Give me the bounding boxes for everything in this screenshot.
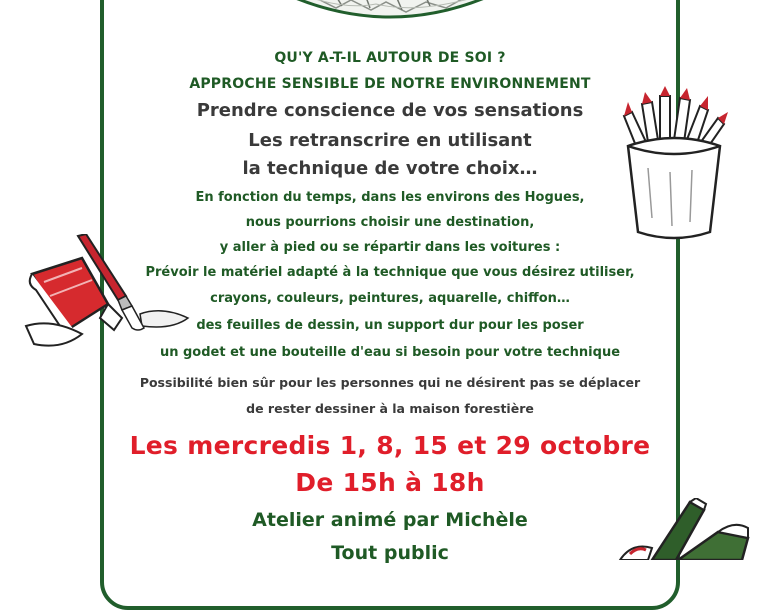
pencil-cup-icon — [618, 86, 730, 242]
title-line-1: QU'Y A-T-IL AUTOUR DE SOI ? — [274, 50, 506, 66]
title-line-2: APPROCHE SENSIBLE DE NOTRE ENVIRONNEMENT — [189, 76, 591, 92]
paint-tube-icon — [22, 234, 194, 352]
intro-line-3: la technique de votre choix… — [242, 158, 538, 179]
details-line-4: Prévoir le matériel adapté à la technique que vous désirez utiliser, — [145, 265, 635, 280]
details-line-5: crayons, couleurs, peintures, aquarelle, chiffon… — [210, 291, 570, 306]
details-line-3: y aller à pied ou se répartir dans les voitures : — [219, 240, 561, 255]
schedule-dates: Les mercredis 1, 8, 15 et 29 octobre — [129, 431, 651, 460]
details-line-1: En fonction du temps, dans les environs des Hogues, — [195, 190, 585, 205]
intro-line-1: Prendre conscience de vos sensations — [196, 100, 584, 121]
details-line-6: des feuilles de dessin, un support dur pour les poser — [196, 318, 584, 333]
paint-tubes-icon — [612, 498, 752, 560]
note-line-1: Possibilité bien sûr pour les personnes qui ne désirent pas se déplacer — [139, 375, 641, 390]
note-line-2: de rester dessiner à la maison forestière — [246, 401, 534, 416]
schedule-hours: De 15h à 18h — [295, 468, 485, 497]
host-line: Atelier animé par Michèle — [252, 509, 528, 531]
sketch-illustration — [276, 0, 504, 24]
audience-line: Tout public — [331, 542, 449, 564]
intro-line-2: Les retranscrire en utilisant — [248, 130, 532, 151]
details-line-2: nous pourrions choisir une destination, — [245, 215, 535, 230]
details-line-7: un godet et une bouteille d'eau si besoin pour votre technique — [159, 345, 621, 360]
